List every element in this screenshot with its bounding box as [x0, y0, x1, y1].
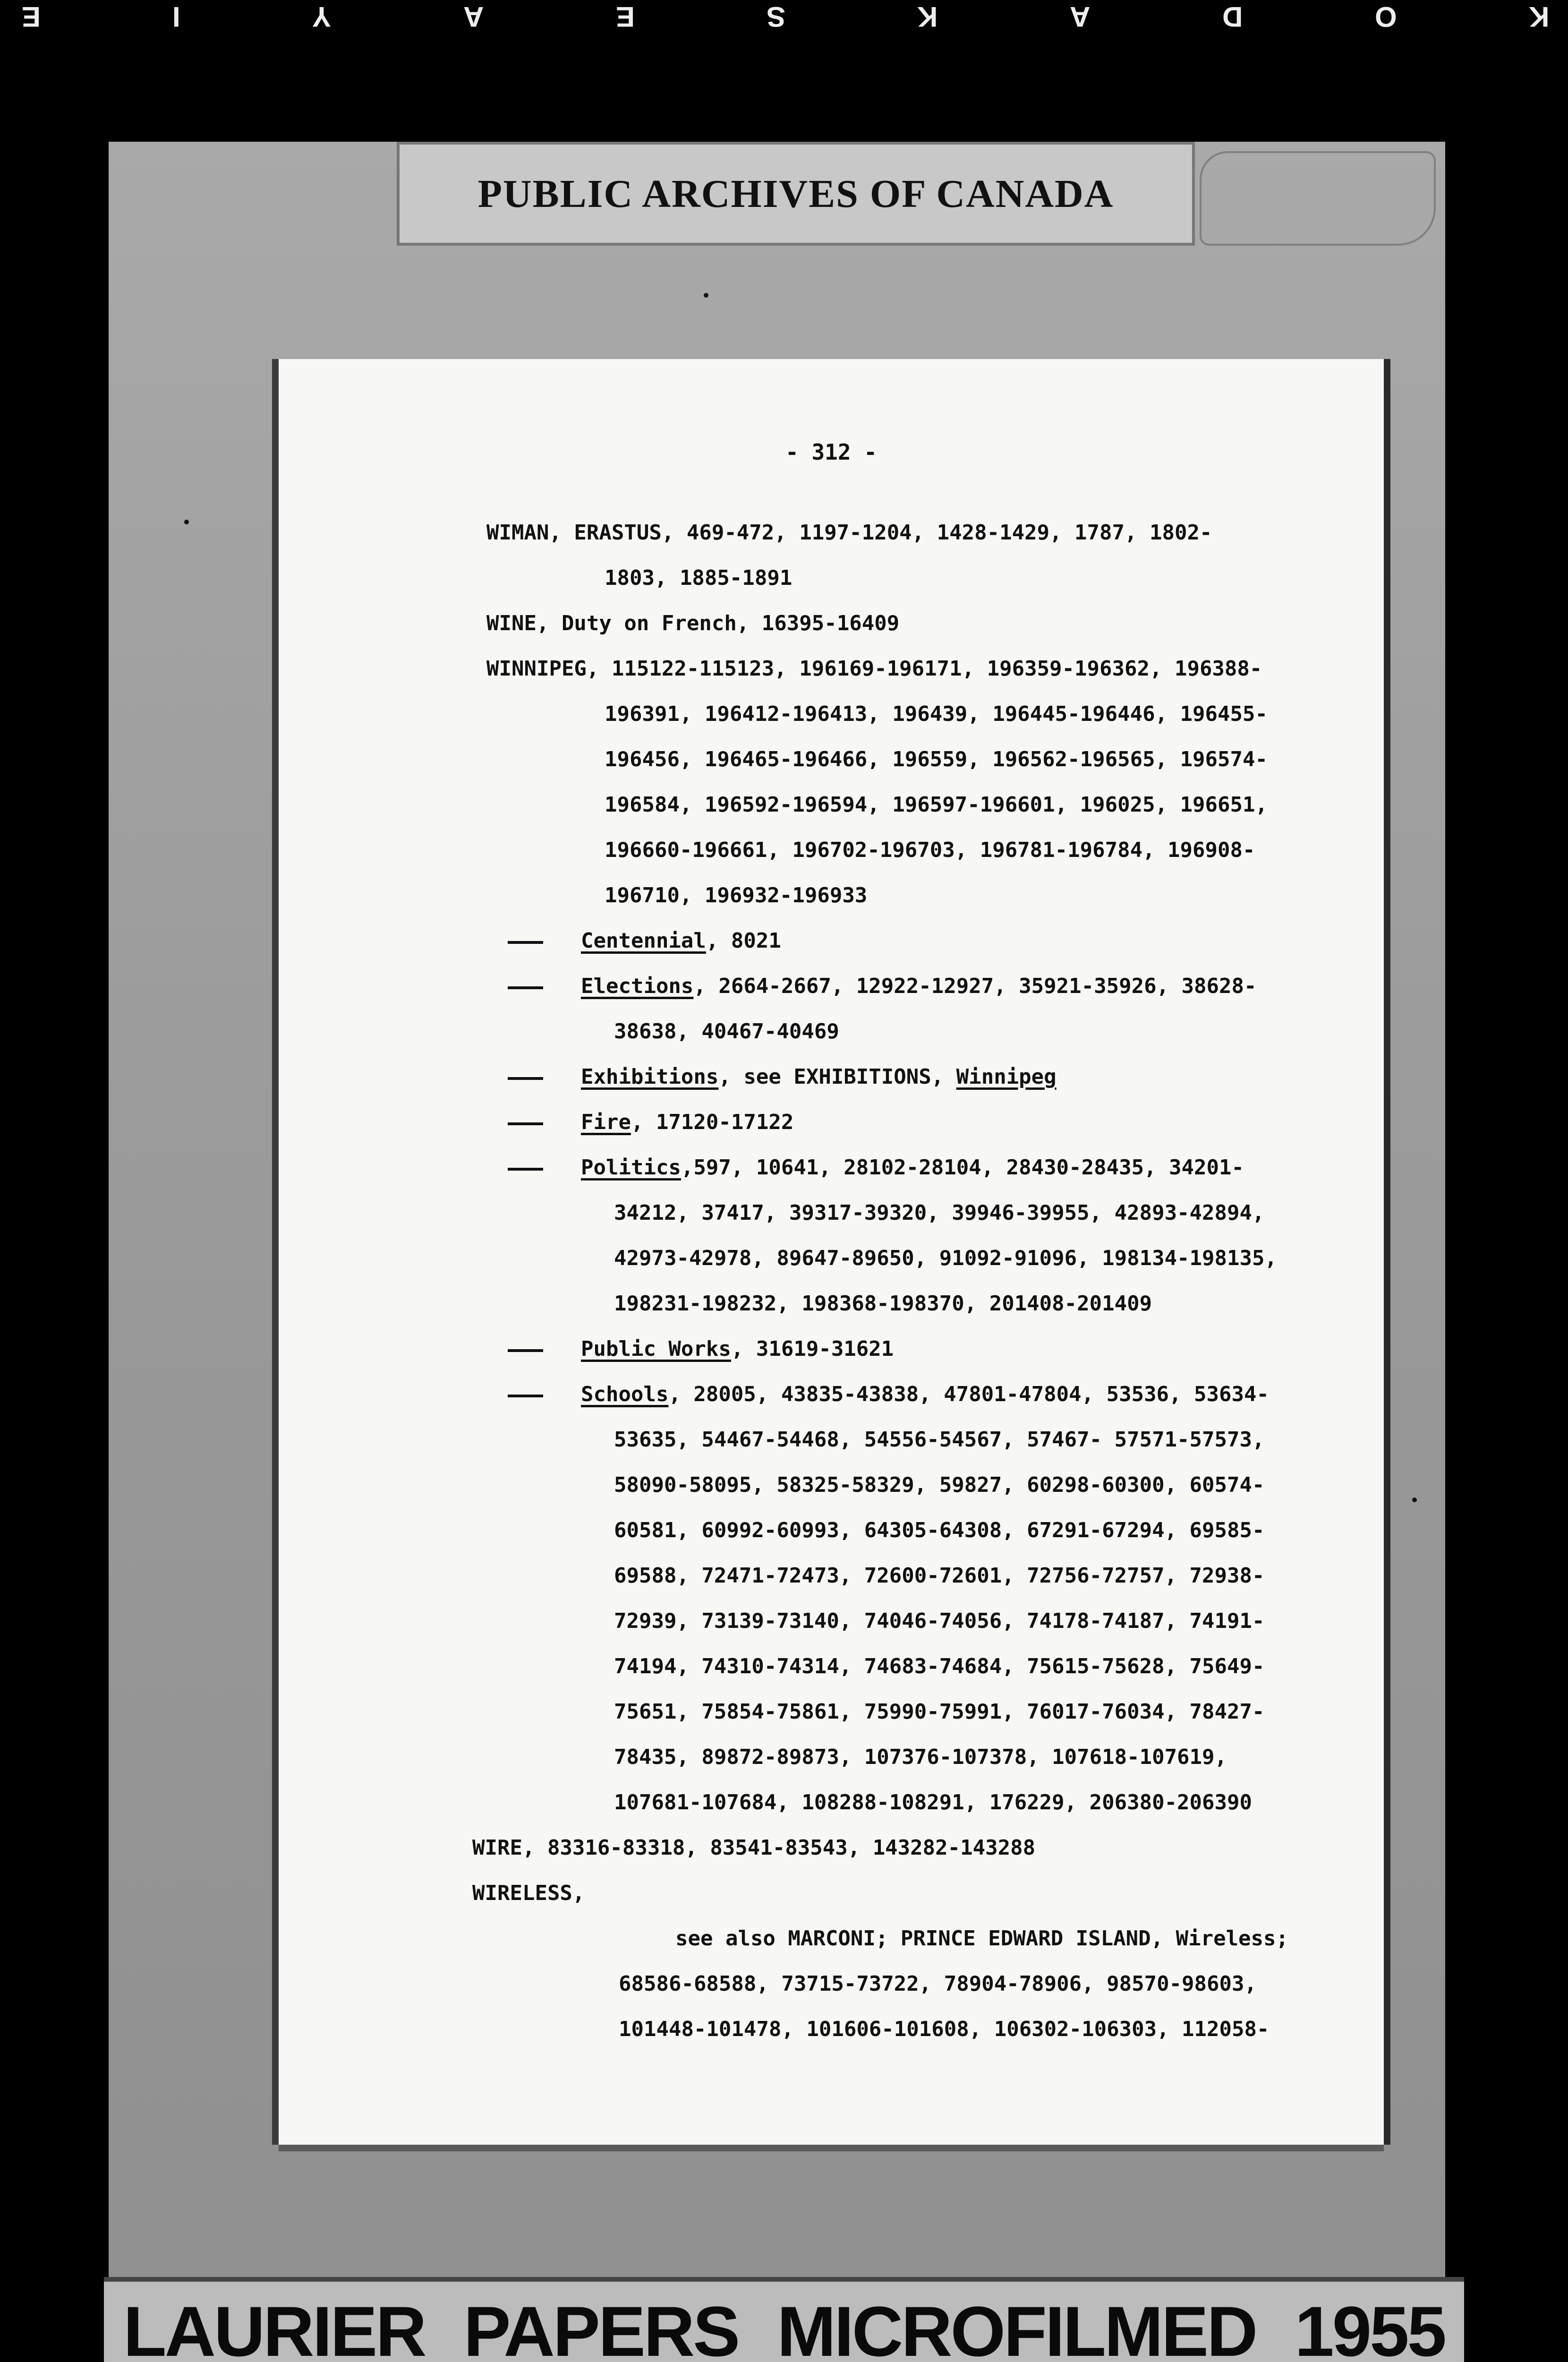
entry-line: 1803, 1885-1891	[605, 566, 793, 590]
entry-line: see also MARCONI; PRINCE EDWARD ISLAND, Wireless;	[675, 1926, 1289, 1951]
subentry-heading: Public Works	[581, 1337, 731, 1361]
entry-line	[486, 1145, 1365, 1190]
index-entry-wire	[472, 1825, 1365, 1871]
entry-line: 42973-42978, 89647-89650, 91092-91096, 198134-198135,	[614, 1246, 1277, 1270]
subentry-text: , 17120-17122	[631, 1110, 794, 1134]
subentry-dash	[508, 1122, 543, 1125]
entry-line: 74194, 74310-74314, 74683-74684, 75615-75628, 75649-	[614, 1654, 1265, 1678]
subentry-text: , 31619-31621	[731, 1337, 894, 1361]
banner-word: MICROFILMED	[777, 2291, 1256, 2362]
film-edge-letter: E	[613, 0, 635, 33]
subentry-text: , 28005, 43835-43838, 47801-47804, 53536, 53634-	[668, 1382, 1269, 1406]
subentry-politics	[486, 1145, 1365, 1326]
entry-line: 60581, 60992-60993, 64305-64308, 67291-67294, 69585-	[614, 1518, 1265, 1542]
subentry-dash	[508, 986, 543, 989]
film-edge-letter: S	[763, 0, 786, 33]
subentry-dash	[508, 1349, 543, 1352]
index-entries	[472, 510, 1365, 2052]
dust-speck	[184, 520, 189, 524]
entry-line: 196391, 196412-196413, 196439, 196445-196446, 196455-	[605, 702, 1268, 726]
film-edge-letter: O	[1372, 0, 1397, 33]
entry-line: WIRE, 83316-83318, 83541-83543, 143282-143288	[472, 1836, 1036, 1860]
subentry-text: ,597, 10641, 28102-28104, 28430-28435, 34201-	[681, 1155, 1244, 1180]
index-entry-wiman	[486, 510, 1365, 601]
subentry-dash	[508, 941, 543, 944]
entry-line	[486, 964, 1365, 1009]
entry-line	[486, 1100, 1365, 1145]
entry-line: 69588, 72471-72473, 72600-72601, 72756-72757, 72938-	[614, 1564, 1265, 1588]
subentry-fire	[486, 1100, 1365, 1145]
entry-line	[486, 1326, 1365, 1372]
archive-label: PUBLIC ARCHIVES OF CANADA	[397, 142, 1195, 246]
entry-line: 198231-198232, 198368-198370, 201408-201409	[614, 1292, 1152, 1316]
subentry-heading: Elections	[581, 974, 694, 998]
entry-line: 78435, 89872-89873, 107376-107378, 107618-107619,	[614, 1745, 1227, 1769]
cross-reference: Winnipeg	[956, 1065, 1057, 1089]
dust-speck	[1412, 1498, 1417, 1502]
subentry-dash	[508, 1077, 543, 1080]
dust-speck	[704, 293, 708, 298]
subentry-heading: Exhibitions	[581, 1065, 719, 1089]
index-entry-wine	[486, 601, 1365, 646]
entry-line: 53635, 54467-54468, 54556-54567, 57467- 57571-57573,	[614, 1428, 1265, 1452]
entry-line: 196584, 196592-196594, 196597-196601, 196025, 196651,	[605, 793, 1268, 817]
index-page	[279, 359, 1384, 2145]
film-edge-letter: D	[1219, 0, 1243, 33]
subentry-heading: Schools	[581, 1382, 669, 1406]
entry-line: WINNIPEG, 115122-115123, 196169-196171, 196359-196362, 196388-	[486, 657, 1262, 681]
subentry-dash	[508, 1395, 543, 1397]
entry-line: 196660-196661, 196702-196703, 196781-196784, 196908-	[605, 838, 1255, 862]
subentry-elections	[486, 964, 1365, 1054]
subentry-heading: Fire	[581, 1110, 631, 1134]
banner-word: LAURIER	[123, 2291, 425, 2362]
subentry-text: , 8021	[706, 929, 781, 953]
index-entry-wireless	[472, 1871, 1365, 1916]
page-number: - 312 -	[785, 439, 877, 465]
entry-line	[486, 1054, 1365, 1100]
entry-line: 34212, 37417, 39317-39320, 39946-39955, 42893-42894,	[614, 1201, 1265, 1225]
film-edge-letter: A	[1067, 0, 1091, 33]
subentry-dash	[508, 1168, 543, 1171]
entry-line: 38638, 40467-40469	[614, 1019, 839, 1044]
entry-line	[486, 918, 1365, 964]
entry-line: 68586-68588, 73715-73722, 78904-78906, 98570-98603,	[619, 1972, 1257, 1996]
film-edge-strip	[0, 0, 1568, 33]
film-edge-letter: I	[170, 0, 181, 33]
entry-line: 75651, 75854-75861, 75990-75991, 76017-76034, 78427-	[614, 1700, 1265, 1724]
entry-line	[486, 1372, 1365, 1417]
wireless-see-also	[486, 1916, 1365, 2052]
subentry-centennial	[486, 918, 1365, 964]
subentry-exhibitions	[486, 1054, 1365, 1100]
entry-line: 196710, 196932-196933	[605, 883, 868, 907]
subentry-text: , see EXHIBITIONS,	[718, 1065, 956, 1089]
film-edge-letter: E	[19, 0, 41, 33]
film-edge-letter: A	[460, 0, 484, 33]
entry-line: 196456, 196465-196466, 196559, 196562-196565, 196574-	[605, 747, 1268, 771]
subentry-public-works	[486, 1326, 1365, 1372]
entry-heading: WIRELESS,	[472, 1881, 585, 1905]
film-edge-letter: K	[914, 0, 938, 33]
entry-line: WINE, Duty on French, 16395-16409	[486, 611, 900, 635]
entry-line: WIMAN, ERASTUS, 469-472, 1197-1204, 1428-1429, 1787, 1802-	[486, 521, 1212, 545]
entry-line: 58090-58095, 58325-58329, 59827, 60298-60300, 60574-	[614, 1473, 1265, 1497]
banner-word: 1955	[1295, 2291, 1445, 2362]
microfilm-banner	[104, 2277, 1464, 2362]
entry-line: 101448-101478, 101606-101608, 106302-106303, 112058-	[619, 2017, 1270, 2041]
archive-reference-mark	[1200, 151, 1436, 246]
subentry-schools	[486, 1372, 1365, 1825]
subentry-text: , 2664-2667, 12922-12927, 35921-35926, 38628-	[693, 974, 1257, 998]
film-edge-letter: K	[1525, 0, 1549, 33]
subentry-heading: Centennial	[581, 929, 706, 953]
film-edge-letter: Y	[309, 0, 332, 33]
banner-word: PAPERS	[463, 2291, 739, 2362]
index-entry-winnipeg	[486, 646, 1365, 918]
subentry-heading: Politics	[581, 1155, 681, 1180]
entry-line: 72939, 73139-73140, 74046-74056, 74178-74187, 74191-	[614, 1609, 1265, 1633]
entry-line: 107681-107684, 108288-108291, 176229, 206380-206390	[614, 1790, 1253, 1814]
